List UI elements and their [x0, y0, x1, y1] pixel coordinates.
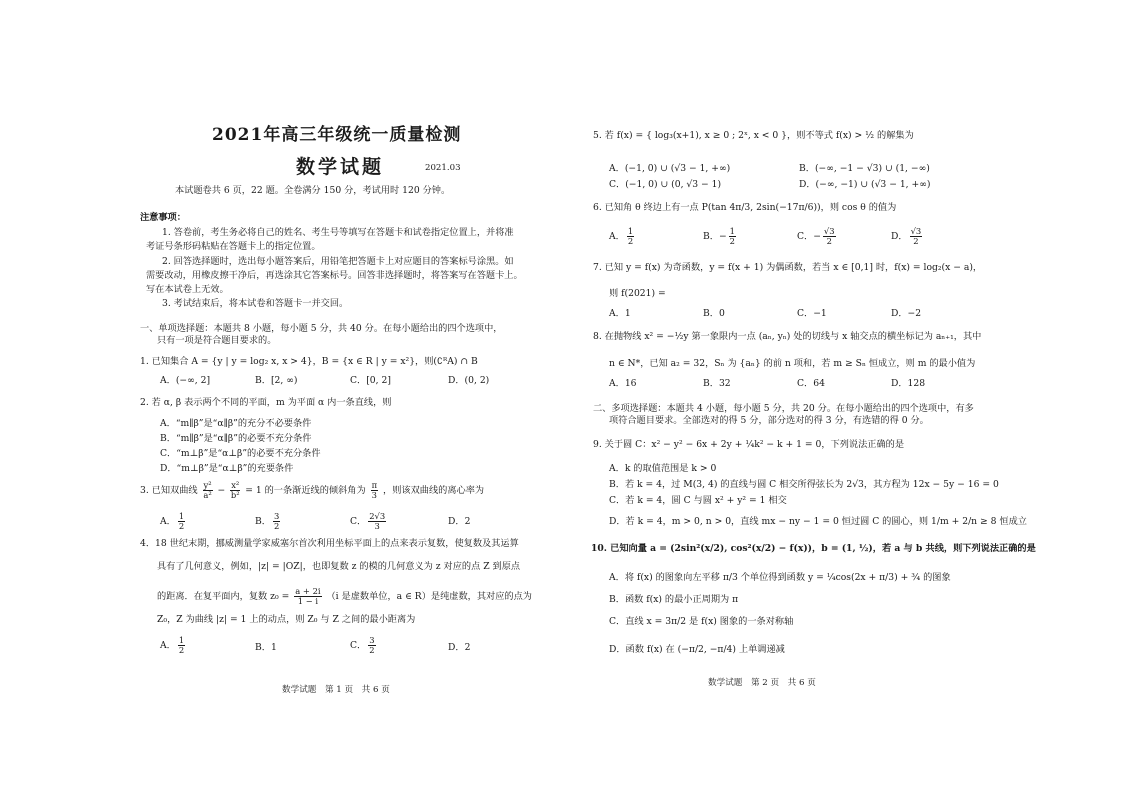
question-9-stem: 9. 关于圆 C：x² − y² − 6x + 2y + ¼k² − k + 1 = 0，下列说法正确的是: [593, 439, 905, 450]
question-8-stem-cont: n ∈ N*，已知 a₂ = 32，Sₙ 为 {aₙ} 的前 n 项和，若 m ≥ Sₙ 恒成立，则 m 的最小值为: [609, 358, 976, 369]
question-7-stem: 7. 已知 y = f(x) 为奇函数，y = f(x + 1) 为偶函数，若当 x ∈ [0,1] 时，f(x) = log₂(x − a)，: [593, 262, 983, 273]
q3-stem-end: ，则该双曲线的离心率为: [383, 485, 485, 496]
q8-option-d: D．128: [891, 378, 926, 389]
q1-option-c: C．[0, 2]: [350, 375, 391, 386]
q9-option-d: D．若 k = 4，m > 0, n > 0，直线 mx − ny − 1 = 0 恒过圆 C 的圆心，则 1/m + 2/n ≥ 8 恒成立: [609, 516, 1027, 527]
q1-option-a: A．(−∞, 2]: [160, 375, 211, 386]
q2-option-c: C．“m⊥β”是“α⊥β”的必要不充分条件: [160, 448, 321, 459]
q3-eq-num2: x²: [231, 480, 240, 490]
section2-heading-cont: 项符合题目要求。全部选对的得 5 分，部分选对的得 3 分，有选错的得 0 分。: [609, 415, 929, 426]
q3-angle-num: π: [371, 480, 378, 490]
q6-option-d-frac: [910, 227, 923, 246]
q6-option-c-den: 2: [826, 236, 832, 246]
q10-option-b: B．函数 f(x) 的最小正周期为 π: [609, 594, 739, 605]
note-line: 2. 回答选择题时，选出每小题答案后，用铅笔把答题卡上对应题目的答案标号涂黑。如: [162, 256, 514, 267]
q3-option-b-num: 3: [273, 511, 280, 521]
question-1-stem: 1. 已知集合 A = {y | y = log₂ x, x > 4}，B = {x ∈ R | y = x²}，则(∁ᴿA) ∩ B: [140, 356, 478, 367]
note-line: 3. 考试结束后，将本试卷和答题卡一并交回。: [162, 298, 349, 309]
q2-option-a: A．“m∥β”是“α∥β”的充分不必要条件: [160, 418, 312, 429]
q5-option-c: C．(−1, 0) ∪ (0, √3 − 1): [609, 179, 722, 190]
q4-line-start: 的距离．在复平面内，复数 z₀ =: [157, 591, 290, 602]
q3-option-c-num: 2√3: [369, 511, 386, 521]
q7-option-a: A．1: [609, 308, 631, 319]
q4-option-b-text: 1: [270, 642, 277, 653]
q8-option-c: C．64: [797, 378, 825, 389]
exam-header-title: 2021年高三年级统一质量检测: [212, 125, 462, 145]
q9-option-a: A．k 的取值范围是 k > 0: [609, 463, 717, 474]
q6-option-b-num: 1: [729, 226, 735, 236]
q3-fraction-y: [203, 481, 213, 500]
q3-fraction-x: [230, 481, 240, 500]
q4-option-d-text: 2: [464, 642, 471, 653]
page-footer: 数学试题 第 1 页 共 6 页: [282, 685, 390, 695]
q6-option-d-label: D．: [891, 231, 908, 242]
exam-date: 2021.03: [425, 163, 461, 173]
question-8-stem: 8. 在抛物线 x² = −½y 第一象限内一点 (aₙ, yₙ) 处的切线与 x 轴交点的横坐标记为 aₙ₊₁，其中: [593, 331, 982, 342]
q6-option-d: [891, 227, 924, 246]
q4-option-c-num: 3: [369, 635, 375, 645]
q1-option-b: B．[2, ∞): [255, 375, 298, 386]
q4-option-a-num: 1: [178, 635, 185, 645]
q8-option-a: A．16: [609, 378, 637, 389]
q4-option-a-frac: [178, 636, 185, 655]
q5-option-d: D．(−∞, −1) ∪ (√3 − 1, +∞): [799, 179, 931, 190]
question-7-stem-cont: 则 f(2021) =: [609, 288, 666, 299]
q6-option-b-den: 2: [729, 236, 735, 246]
q2-option-b: B．“m∥β”是“α∥β”的必要不充分条件: [160, 433, 312, 444]
exam-info: 本试题卷共 6 页，22 题。全卷满分 150 分，考试用时 120 分钟。: [175, 185, 451, 196]
q5-option-a: A．(−1, 0) ∪ (√3 − 1, +∞): [609, 163, 731, 174]
page-footer: 数学试题 第 2 页 共 6 页: [708, 678, 816, 688]
q3-option-d: [448, 516, 470, 528]
q10-option-d: D．函数 f(x) 在 (−π/2, −π/4) 上单调递减: [609, 644, 785, 655]
q3-angle-fraction: [371, 481, 379, 500]
q9-option-b: B．若 k = 4，过 M(3, 4) 的直线与圆 C 相交所得弦长为 2√3，其方程为 12x − 5y − 16 = 0: [609, 479, 999, 490]
q6-option-a-den: 2: [627, 236, 634, 246]
q3-eq-den1: a²: [203, 490, 212, 500]
q9-option-c: C．若 k = 4，圆 C 与圆 x² + y² = 1 相交: [609, 495, 787, 506]
q3-option-c: [350, 512, 388, 531]
q3-option-a-label: A．: [160, 516, 176, 527]
q3-option-b-label: B．: [255, 516, 271, 527]
question-4-line: [157, 587, 532, 606]
section1-heading: 一、单项选择题：本题共 8 小题，每小题 5 分，共 40 分。在每小题给出的四个选项中，: [140, 323, 503, 334]
q3-angle-den: 3: [371, 490, 377, 500]
q2-option-d: D．“m⊥β”是“α⊥β”的充要条件: [160, 463, 294, 474]
q3-option-a-den: 2: [178, 521, 185, 531]
question-4-line: Z₀，Z 为曲线 |z| = 1 上的动点，则 Z₀ 与 Z 之间的最小距离为: [157, 614, 416, 625]
q4-option-c-den: 2: [369, 645, 375, 655]
q3-option-b-frac: [273, 512, 280, 531]
q3-stem-post: = 1 的一条渐近线的倾斜角为: [245, 485, 366, 496]
note-line: 考证号条形码粘贴在答题卡上的指定位置。: [146, 241, 321, 252]
q3-option-b-den: 2: [273, 521, 280, 531]
q4-option-a: [160, 636, 187, 655]
q4-line-end: （i 是虚数单位，a ∈ R）是纯虚数，其对应的点为: [326, 591, 532, 602]
q6-option-c-num: √3: [823, 226, 835, 236]
q3-option-b: [255, 512, 282, 531]
section1-heading-cont: 只有一项是符合题目要求的。: [157, 335, 277, 346]
notes-heading: 注意事项：: [140, 212, 186, 223]
q3-option-a: [160, 512, 187, 531]
q6-option-b: [703, 227, 738, 246]
q6-option-d-num: √3: [910, 226, 922, 236]
q5-option-b: B．(−∞, −1 − √3) ∪ (1, −∞): [799, 163, 930, 174]
q4-option-b-label: B．: [255, 642, 271, 653]
q10-option-a: A．将 f(x) 的图象向左平移 π/3 个单位得到函数 y = ¼cos(2x + π/3) + ¾ 的图象: [609, 572, 951, 583]
q6-option-c-frac: [823, 227, 836, 246]
q6-option-c: [797, 227, 838, 246]
q6-option-d-den: 2: [913, 236, 919, 246]
q4-z0-fraction: [294, 587, 321, 606]
q3-option-c-den: 3: [374, 521, 380, 531]
note-line: 1. 答卷前，考生务必将自己的姓名、考生号等填写在答题卡和试卷指定位置上，并将准: [162, 227, 514, 238]
q3-option-d-label: D．: [448, 516, 465, 527]
note-line: 需要改动，用橡皮擦干净后，再选涂其它答案标号。回答非选择题时，将答案写在答题卡上。: [146, 270, 523, 281]
q7-option-b: B．0: [703, 308, 725, 319]
q4-option-d-label: D．: [448, 642, 465, 653]
q1-option-d: D．(0, 2): [448, 375, 490, 386]
q4-option-a-den: 2: [178, 645, 185, 655]
q3-option-d-text: 2: [464, 516, 471, 527]
q6-option-b-label: B．−: [703, 231, 727, 242]
q4-option-c-label: C．: [350, 640, 367, 651]
q3-option-a-num: 1: [178, 511, 185, 521]
q8-option-b: B．32: [703, 378, 731, 389]
q6-option-a-label: A．: [609, 231, 625, 242]
q3-option-c-frac: [368, 512, 386, 531]
q4-option-a-label: A．: [160, 640, 176, 651]
q4-option-c: [350, 636, 378, 655]
q6-option-a-frac: [627, 227, 634, 246]
q6-option-c-label: C．−: [797, 231, 821, 242]
q6-option-a-num: 1: [627, 226, 634, 236]
question-2-stem: 2. 若 α, β 表示两个不同的平面，m 为平面 α 内一条直线，则: [140, 397, 392, 408]
q4-z0-num: a + 2i: [295, 586, 321, 596]
question-10-stem: 10. 已知向量 a = (2sin²(x/2), cos²(x/2) − f(x))，b = (1, ½)，若 a 与 b 共线，则下列说法正确的是: [591, 543, 1036, 554]
exam-page-2: [563, 0, 1123, 794]
exam-page-1: [0, 0, 560, 794]
q10-option-c: C．直线 x = 3π/2 是 f(x) 图象的一条对称轴: [609, 616, 794, 627]
q3-eq-den2: b²: [230, 490, 240, 500]
q7-option-c: C．−1: [797, 308, 827, 319]
q3-option-a-frac: [178, 512, 185, 531]
question-5-stem: 5. 若 f(x) = { log₃(x+1), x ≥ 0 ; 2ˣ, x < 0 }，则不等式 f(x) > ½ 的解集为: [593, 130, 914, 141]
section2-heading: 二、多项选择题：本题共 4 小题，每小题 5 分，共 20 分。在每小题给出的四个选项中，有多: [593, 403, 974, 414]
q3-eq-num1: y²: [203, 480, 212, 490]
question-6-stem: 6. 已知角 θ 终边上有一点 P(tan 4π/3, 2sin(−17π/6))，则 cos θ 的值为: [593, 202, 897, 213]
question-4-line: 具有了几何意义，例如，|z| = |OZ|，也即复数 z 的模的几何意义为 z 对应的点 Z 到原点: [157, 561, 521, 572]
q3-option-c-label: C．: [350, 516, 367, 527]
q4-option-c-frac: [368, 636, 375, 655]
q6-option-a: [609, 227, 636, 246]
note-line: 写在本试卷上无效。: [146, 284, 229, 295]
q4-option-d: [448, 642, 470, 654]
q3-stem-pre: 3. 已知双曲线: [140, 485, 198, 496]
q6-option-b-frac: [729, 227, 736, 246]
question-4-line: 4．18 世纪末期，挪威测量学家威塞尔首次利用坐标平面上的点来表示复数，使复数及其运算: [140, 538, 519, 549]
q7-option-d: D．−2: [891, 308, 922, 319]
subject-title: 数学试题: [296, 156, 385, 178]
q4-option-b: [255, 642, 277, 654]
question-3-stem: 3. 已知双曲线 $\frac{\text{y²}}{\text{a²}}$ − $\frac{\text{x²}}{\text{b²}}$ = 1 的一条渐近线的倾斜角为 $\frac{\pi}{3}$ ，则该双曲线的离心率为: [140, 480, 485, 500]
q4-z0-den: 1 − i: [297, 596, 319, 606]
